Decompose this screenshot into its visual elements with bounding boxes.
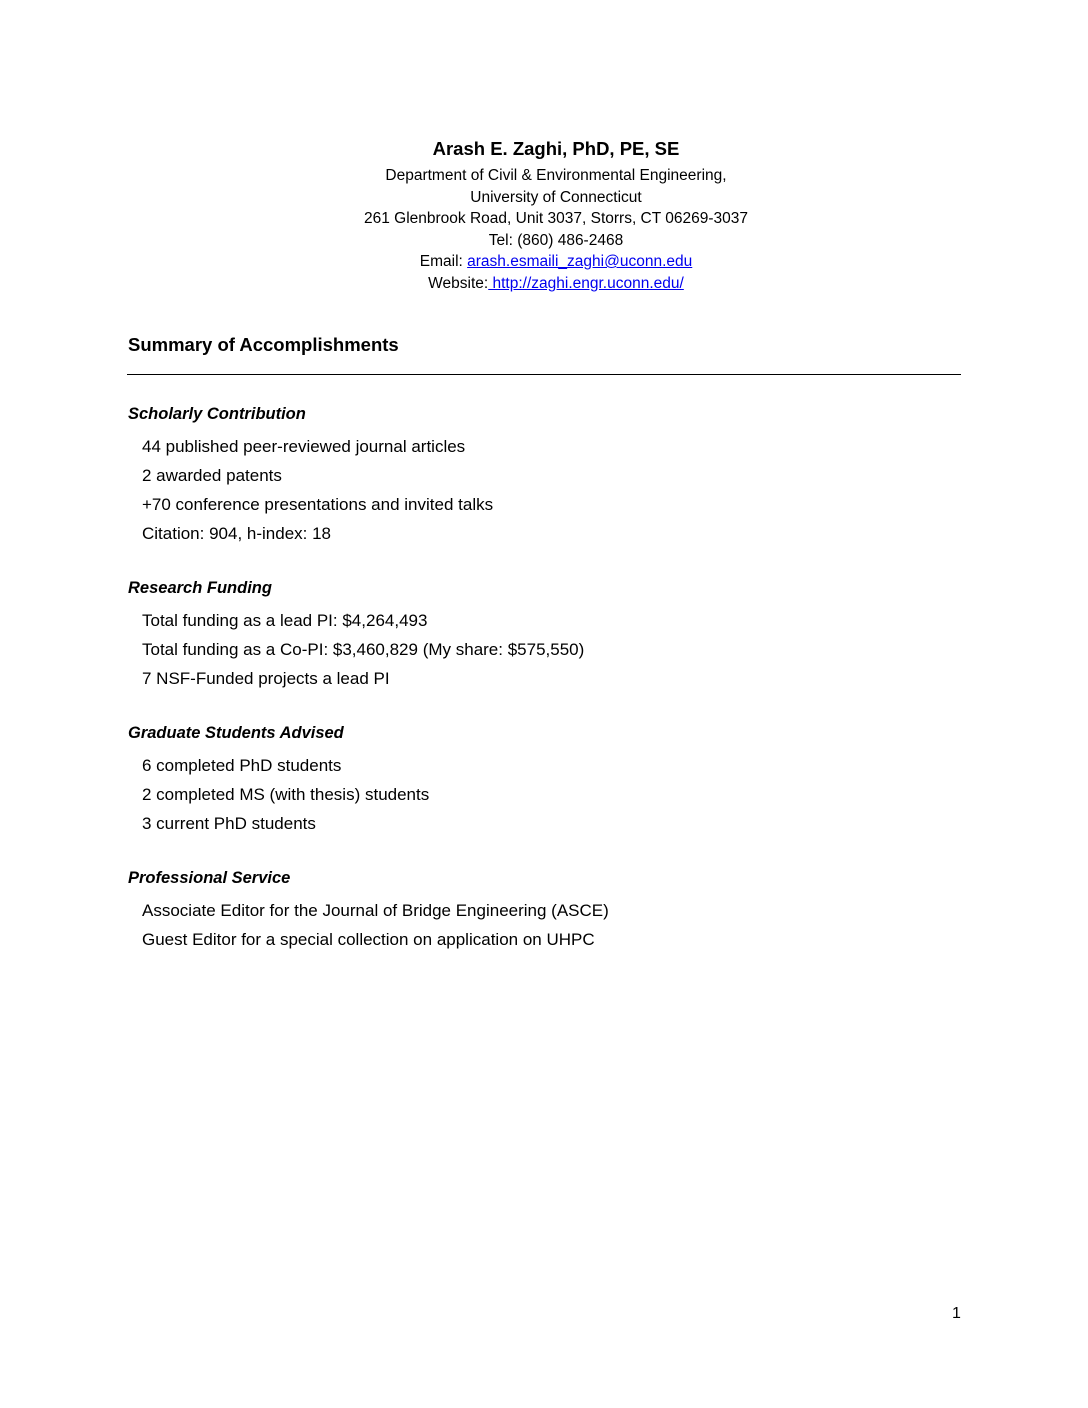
website-label: Website: — [428, 274, 489, 292]
contact-header — [0, 134, 1088, 294]
list-item: 2 completed MS (with thesis) students — [142, 785, 430, 804]
address-line: 261 Glenbrook Road, Unit 3037, Storrs, CT 06269-3037 — [363, 210, 748, 227]
list-item: Citation: 904, h-index: 18 — [142, 524, 332, 543]
section-graduate-students — [128, 722, 968, 838]
list-item: 44 published peer-reviewed journal articles — [142, 437, 466, 456]
website-link[interactable]: http://zaghi.engr.uconn.edu/ — [488, 274, 684, 292]
department-line: Department of Civil & Environmental Engineering, — [385, 167, 727, 184]
list-item: Total funding as a Co-PI: $3,460,829 (My share: $575,550) — [142, 640, 585, 659]
section-title: Graduate Students Advised — [128, 724, 344, 742]
list-item: 6 completed PhD students — [142, 756, 342, 775]
summary-heading: Summary of Accomplishments — [128, 334, 399, 355]
list-item: Guest Editor for a special collection on application on UHPC — [142, 930, 595, 949]
list-item: Associate Editor for the Journal of Bridge Engineering (ASCE) — [142, 901, 609, 920]
section-professional-service — [128, 867, 968, 954]
section-title: Professional Service — [128, 869, 291, 887]
email-line — [0, 251, 1088, 273]
section-title: Scholarly Contribution — [128, 405, 306, 423]
summary-sections — [128, 403, 968, 983]
horizontal-divider — [127, 374, 961, 375]
list-item: 3 current PhD students — [142, 814, 316, 833]
telephone-line: Tel: (860) 486-2468 — [488, 231, 624, 249]
section-scholarly-contribution — [128, 403, 968, 548]
section-research-funding — [128, 577, 968, 693]
author-name: Arash E. Zaghi, PhD, PE, SE — [432, 138, 680, 159]
email-label: Email: — [419, 253, 468, 270]
list-item: +70 conference presentations and invited talks — [142, 495, 494, 514]
website-line — [0, 273, 1088, 295]
email-link[interactable]: arash.esmaili_zaghi@uconn.edu — [467, 253, 693, 270]
university-line: University of Connecticut — [470, 188, 642, 206]
list-item: 2 awarded patents — [142, 466, 282, 485]
section-title: Research Funding — [128, 579, 272, 597]
list-item: Total funding as a lead PI: $4,264,493 — [142, 611, 428, 630]
list-item: 7 NSF-Funded projects a lead PI — [142, 669, 390, 688]
page-number: 1 — [952, 1305, 961, 1322]
